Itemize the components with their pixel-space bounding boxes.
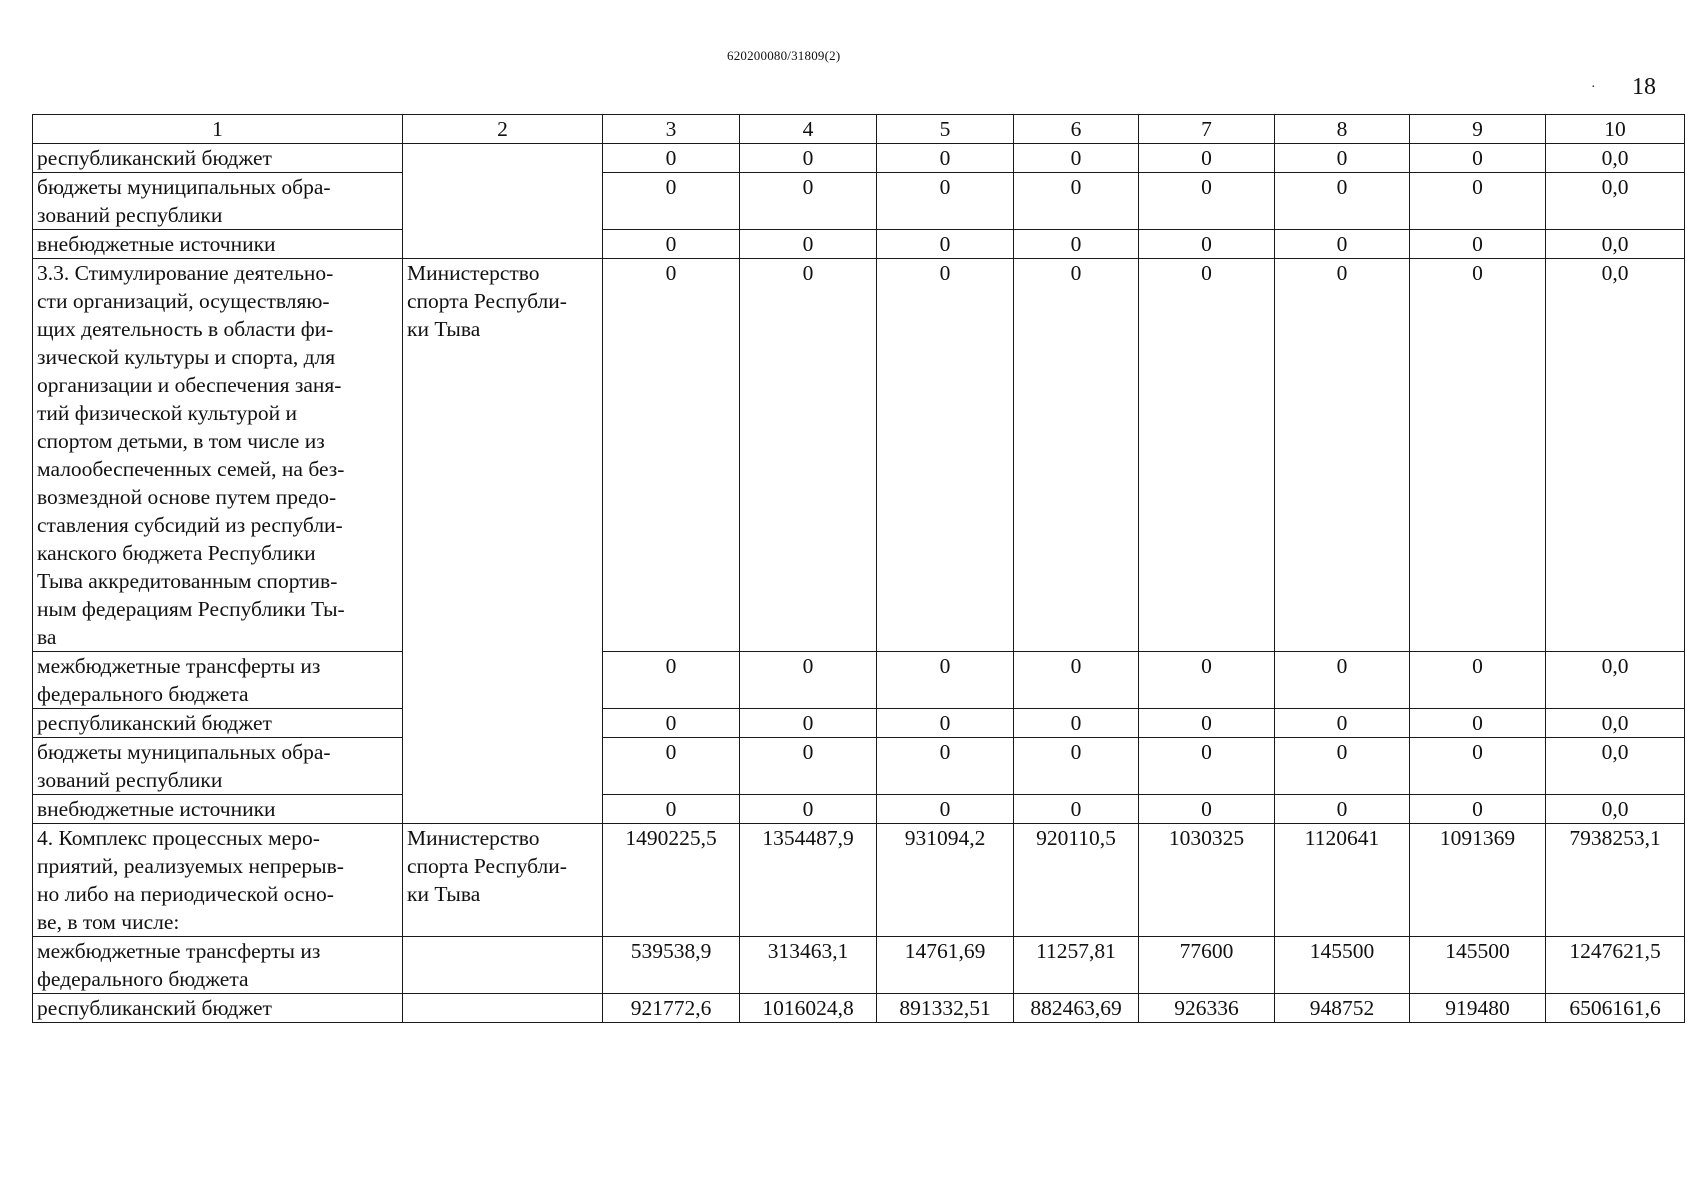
row-description	[33, 738, 403, 795]
value-cell: 0	[603, 795, 740, 824]
value-cell: 0	[1014, 709, 1139, 738]
value-cell: 919480	[1410, 994, 1546, 1023]
table-row	[33, 738, 1685, 795]
executor-line: Министерство	[407, 261, 540, 285]
total-cell: 6506161,6	[1546, 994, 1685, 1023]
description-line: но либо на периодической осно-	[37, 882, 334, 906]
row-description	[33, 652, 403, 709]
row-description	[33, 173, 403, 230]
value-cell: 0	[603, 652, 740, 709]
value-cell: 0	[1014, 795, 1139, 824]
value-cell: 926336	[1139, 994, 1275, 1023]
executor-cell	[403, 259, 603, 824]
value-cell: 948752	[1275, 994, 1410, 1023]
description-line: зований республики	[37, 203, 223, 227]
table-row	[33, 795, 1685, 824]
value-cell: 0	[740, 652, 877, 709]
value-cell: 0	[740, 709, 877, 738]
value-cell: 0	[1410, 259, 1546, 652]
value-cell: 0	[1275, 652, 1410, 709]
row-description	[33, 709, 403, 738]
executor-cell	[403, 144, 603, 259]
description-line: республиканский бюджет	[37, 146, 272, 170]
value-cell: 0	[740, 738, 877, 795]
column-header: 5	[877, 115, 1014, 144]
description-line: Тыва аккредитованным спортив-	[37, 569, 338, 593]
value-cell: 539538,9	[603, 937, 740, 994]
value-cell: 0	[1275, 230, 1410, 259]
row-description	[33, 144, 403, 173]
value-cell: 0	[740, 173, 877, 230]
value-cell: 0	[1014, 173, 1139, 230]
value-cell: 0	[877, 652, 1014, 709]
executor-cell	[403, 994, 603, 1023]
description-line: сти организаций, осуществляю-	[37, 289, 330, 313]
executor-cell	[403, 937, 603, 994]
value-cell: 0	[1139, 738, 1275, 795]
value-cell: 0	[1014, 738, 1139, 795]
row-description	[33, 230, 403, 259]
value-cell: 0	[1139, 709, 1275, 738]
value-cell: 0	[1275, 173, 1410, 230]
row-description	[33, 824, 403, 937]
value-cell: 0	[740, 230, 877, 259]
value-cell: 1354487,9	[740, 824, 877, 937]
table-row	[33, 709, 1685, 738]
description-line: спортом детьми, в том числе из	[37, 429, 325, 453]
description-line: ставления субсидий из республи-	[37, 513, 343, 537]
total-cell: 0,0	[1546, 259, 1685, 652]
table-row	[33, 824, 1685, 937]
value-cell: 0	[1410, 173, 1546, 230]
budget-table	[32, 114, 1685, 1023]
description-line: зической культуры и спорта, для	[37, 345, 336, 369]
value-cell: 1016024,8	[740, 994, 877, 1023]
description-line: зований республики	[37, 768, 223, 792]
total-cell: 0,0	[1546, 709, 1685, 738]
value-cell: 0	[603, 173, 740, 230]
value-cell: 0	[740, 144, 877, 173]
description-line: межбюджетные трансферты из	[37, 654, 321, 678]
total-cell: 0,0	[1546, 652, 1685, 709]
page-number: 18	[1632, 74, 1656, 100]
description-line: федерального бюджета	[37, 682, 249, 706]
description-line: республиканский бюджет	[37, 996, 272, 1020]
value-cell: 0	[1014, 259, 1139, 652]
value-cell: 0	[740, 259, 877, 652]
column-header: 3	[603, 115, 740, 144]
column-header: 6	[1014, 115, 1139, 144]
value-cell: 920110,5	[1014, 824, 1139, 937]
executor-line: спорта Республи-	[407, 854, 567, 878]
page-dot: ·	[1591, 80, 1596, 95]
description-line: бюджеты муниципальных обра-	[37, 740, 331, 764]
description-line: бюджеты муниципальных обра-	[37, 175, 331, 199]
value-cell: 0	[1275, 795, 1410, 824]
description-line: 3.3. Стимулирование деятельно-	[37, 261, 334, 285]
value-cell: 14761,69	[877, 937, 1014, 994]
value-cell: 145500	[1410, 937, 1546, 994]
total-cell: 0,0	[1546, 230, 1685, 259]
table-row	[33, 994, 1685, 1023]
value-cell: 0	[1139, 795, 1275, 824]
value-cell: 0	[1275, 738, 1410, 795]
value-cell: 0	[877, 144, 1014, 173]
value-cell: 0	[877, 709, 1014, 738]
row-description	[33, 994, 403, 1023]
value-cell: 0	[1014, 652, 1139, 709]
value-cell: 931094,2	[877, 824, 1014, 937]
description-line: приятий, реализуемых непрерыв-	[37, 854, 344, 878]
description-line: 4. Комплекс процессных меро-	[37, 826, 320, 850]
column-header: 1	[33, 115, 403, 144]
description-line: внебюджетные источники	[37, 797, 276, 821]
value-cell: 0	[1139, 230, 1275, 259]
value-cell: 1091369	[1410, 824, 1546, 937]
table-row	[33, 144, 1685, 173]
column-header: 7	[1139, 115, 1275, 144]
description-line: ва	[37, 625, 57, 649]
value-cell: 0	[1275, 709, 1410, 738]
column-header: 9	[1410, 115, 1546, 144]
value-cell: 0	[1410, 738, 1546, 795]
value-cell: 0	[1275, 144, 1410, 173]
table-row	[33, 652, 1685, 709]
description-line: возмездной основе путем предо-	[37, 485, 337, 509]
document-code: 620200080/31809(2)	[727, 48, 841, 63]
column-header: 10	[1546, 115, 1685, 144]
executor-line: Министерство	[407, 826, 540, 850]
value-cell: 77600	[1139, 937, 1275, 994]
value-cell: 1030325	[1139, 824, 1275, 937]
value-cell: 0	[877, 173, 1014, 230]
value-cell: 0	[603, 144, 740, 173]
value-cell: 1490225,5	[603, 824, 740, 937]
value-cell: 11257,81	[1014, 937, 1139, 994]
total-cell: 7938253,1	[1546, 824, 1685, 937]
table-row	[33, 937, 1685, 994]
value-cell: 0	[603, 709, 740, 738]
description-line: республиканский бюджет	[37, 711, 272, 735]
value-cell: 0	[603, 259, 740, 652]
value-cell: 0	[1410, 709, 1546, 738]
value-cell: 0	[877, 795, 1014, 824]
total-cell: 0,0	[1546, 795, 1685, 824]
value-cell: 313463,1	[740, 937, 877, 994]
value-cell: 145500	[1275, 937, 1410, 994]
total-cell: 1247621,5	[1546, 937, 1685, 994]
value-cell: 891332,51	[877, 994, 1014, 1023]
value-cell: 0	[1410, 230, 1546, 259]
row-description	[33, 795, 403, 824]
value-cell: 0	[603, 738, 740, 795]
column-header: 4	[740, 115, 877, 144]
description-line: щих деятельность в области фи-	[37, 317, 334, 341]
value-cell: 0	[1275, 259, 1410, 652]
value-cell: 0	[603, 230, 740, 259]
row-description	[33, 937, 403, 994]
description-line: ным федерациям Республики Ты-	[37, 597, 345, 621]
description-line: организации и обеспечения заня-	[37, 373, 342, 397]
executor-line: ки Тыва	[407, 882, 481, 906]
value-cell: 0	[1014, 144, 1139, 173]
value-cell: 0	[1014, 230, 1139, 259]
value-cell: 0	[877, 230, 1014, 259]
description-line: канского бюджета Республики	[37, 541, 316, 565]
description-line: федерального бюджета	[37, 967, 249, 991]
value-cell: 882463,69	[1014, 994, 1139, 1023]
total-cell: 0,0	[1546, 738, 1685, 795]
table-row	[33, 173, 1685, 230]
description-line: ве, в том числе:	[37, 910, 180, 934]
value-cell: 0	[877, 738, 1014, 795]
description-line: межбюджетные трансферты из	[37, 939, 321, 963]
value-cell: 0	[1139, 259, 1275, 652]
value-cell: 0	[1410, 144, 1546, 173]
value-cell: 921772,6	[603, 994, 740, 1023]
description-line: малообеспеченных семей, на без-	[37, 457, 345, 481]
value-cell: 1120641	[1275, 824, 1410, 937]
total-cell: 0,0	[1546, 144, 1685, 173]
value-cell: 0	[1139, 652, 1275, 709]
table-row	[33, 259, 1685, 652]
description-line: тий физической культурой и	[37, 401, 298, 425]
description-line: внебюджетные источники	[37, 232, 276, 256]
value-cell: 0	[1139, 144, 1275, 173]
row-description	[33, 259, 403, 652]
value-cell: 0	[1139, 173, 1275, 230]
executor-line: спорта Республи-	[407, 289, 567, 313]
total-cell: 0,0	[1546, 173, 1685, 230]
column-header: 8	[1275, 115, 1410, 144]
executor-line: ки Тыва	[407, 317, 481, 341]
value-cell: 0	[877, 259, 1014, 652]
table-row	[33, 230, 1685, 259]
value-cell: 0	[1410, 795, 1546, 824]
column-number-row	[33, 115, 1685, 144]
column-header: 2	[403, 115, 603, 144]
value-cell: 0	[740, 795, 877, 824]
value-cell: 0	[1410, 652, 1546, 709]
executor-cell	[403, 824, 603, 937]
